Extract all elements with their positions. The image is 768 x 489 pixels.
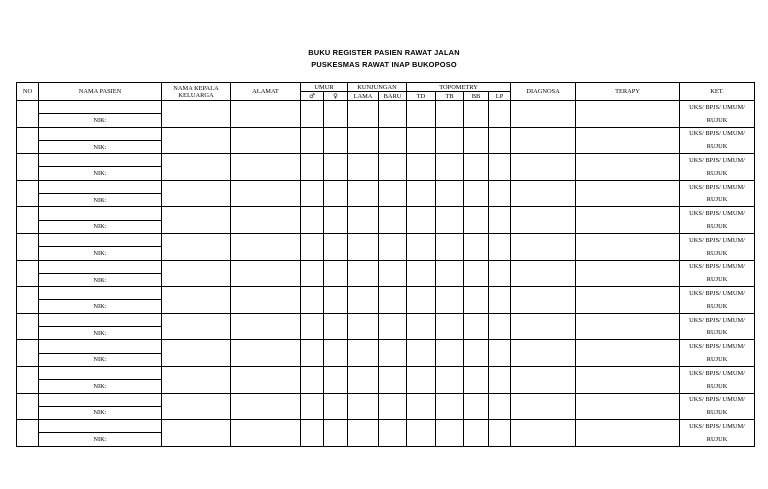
cell-umur-male[interactable] [301, 420, 324, 447]
table-row [17, 313, 755, 326]
cell-baru[interactable] [379, 154, 407, 181]
nik-label[interactable]: NIK: [39, 273, 162, 286]
header-ket: KET. [680, 83, 755, 101]
cell-lama[interactable] [348, 366, 379, 393]
cell-no[interactable] [17, 180, 39, 207]
cell-td[interactable] [407, 101, 436, 128]
cell-tb[interactable] [436, 180, 464, 207]
cell-nama-kepala-keluarga[interactable] [162, 233, 231, 260]
header-no: NO [17, 83, 39, 101]
cell-nama-kepala-keluarga[interactable] [162, 260, 231, 287]
cell-td[interactable] [407, 127, 436, 154]
cell-lp[interactable] [489, 420, 511, 447]
cell-tb[interactable] [436, 393, 464, 420]
cell-no[interactable] [17, 154, 39, 181]
ket-option-rujuk[interactable]: RUJUK [680, 140, 755, 153]
cell-umur-male[interactable] [301, 340, 324, 367]
cell-td[interactable] [407, 340, 436, 367]
cell-tb[interactable] [436, 340, 464, 367]
cell-nama-pasien[interactable] [39, 366, 162, 379]
cell-diagnosa[interactable] [511, 340, 576, 367]
cell-nama-kepala-keluarga[interactable] [162, 101, 231, 128]
cell-alamat[interactable] [231, 101, 301, 128]
cell-no[interactable] [17, 393, 39, 420]
cell-nama-pasien[interactable] [39, 340, 162, 353]
cell-baru[interactable] [379, 260, 407, 287]
cell-diagnosa[interactable] [511, 313, 576, 340]
nik-label[interactable]: NIK: [39, 327, 162, 340]
ket-option-rujuk[interactable]: RUJUK [680, 300, 755, 313]
nik-label[interactable]: NIK: [39, 220, 162, 233]
cell-baru[interactable] [379, 233, 407, 260]
table-row [17, 260, 755, 273]
cell-tb[interactable] [436, 233, 464, 260]
nik-label[interactable]: NIK: [39, 380, 162, 393]
cell-diagnosa[interactable] [511, 420, 576, 447]
ket-option-rujuk[interactable]: RUJUK [680, 220, 755, 233]
cell-lama[interactable] [348, 233, 379, 260]
nik-label[interactable]: NIK: [39, 406, 162, 419]
register-title: BUKU REGISTER PASIEN RAWAT JALAN [308, 48, 460, 57]
header-topometry: TOPOMETRY [407, 83, 511, 92]
cell-no[interactable] [17, 127, 39, 154]
cell-terapy[interactable] [576, 101, 680, 128]
cell-baru[interactable] [379, 287, 407, 314]
ket-option-rujuk[interactable]: RUJUK [680, 353, 755, 366]
cell-umur-female[interactable] [324, 233, 348, 260]
header-baru: BARU [379, 92, 407, 101]
cell-td[interactable] [407, 180, 436, 207]
nik-label[interactable]: NIK: [39, 167, 162, 180]
cell-tb[interactable] [436, 101, 464, 128]
cell-bb[interactable] [464, 233, 489, 260]
cell-baru[interactable] [379, 127, 407, 154]
cell-tb[interactable] [436, 260, 464, 287]
register-body [17, 101, 755, 447]
cell-lama[interactable] [348, 101, 379, 128]
cell-bb[interactable] [464, 207, 489, 234]
cell-umur-male[interactable] [301, 207, 324, 234]
ket-options[interactable]: UKS/ BPJS/ UMUM/ [680, 313, 755, 326]
cell-umur-female[interactable] [324, 260, 348, 287]
cell-nama-pasien[interactable] [39, 233, 162, 246]
cell-bb[interactable] [464, 420, 489, 447]
cell-alamat[interactable] [231, 180, 301, 207]
table-row [17, 154, 755, 167]
header-bb: BB [464, 92, 489, 101]
cell-no[interactable] [17, 313, 39, 340]
cell-umur-male[interactable] [301, 101, 324, 128]
cell-lp[interactable] [489, 340, 511, 367]
cell-lama[interactable] [348, 340, 379, 367]
header-nama-kepala-line2: KELUARGA [178, 91, 214, 99]
cell-diagnosa[interactable] [511, 366, 576, 393]
cell-tb[interactable] [436, 287, 464, 314]
ket-option-rujuk[interactable]: RUJUK [680, 406, 755, 419]
header-terapy: TERAPY [576, 83, 680, 101]
header-td: TD [407, 92, 436, 101]
cell-umur-female[interactable] [324, 313, 348, 340]
cell-diagnosa[interactable] [511, 101, 576, 128]
cell-lama[interactable] [348, 287, 379, 314]
header-nama-kepala-line1: NAMA KEPALA [173, 84, 219, 92]
ket-option-rujuk[interactable]: RUJUK [680, 380, 755, 393]
ket-options[interactable]: UKS/ BPJS/ UMUM/ [680, 127, 755, 140]
header-alamat: ALAMAT [231, 83, 301, 101]
cell-td[interactable] [407, 233, 436, 260]
nik-label[interactable]: NIK: [39, 247, 162, 260]
ket-options[interactable]: UKS/ BPJS/ UMUM/ [680, 207, 755, 220]
cell-terapy[interactable] [576, 207, 680, 234]
cell-no[interactable] [17, 260, 39, 287]
cell-td[interactable] [407, 287, 436, 314]
ket-option-rujuk[interactable]: RUJUK [680, 167, 755, 180]
cell-nama-kepala-keluarga[interactable] [162, 420, 231, 447]
cell-umur-male[interactable] [301, 287, 324, 314]
cell-alamat[interactable] [231, 287, 301, 314]
cell-terapy[interactable] [576, 127, 680, 154]
nik-label[interactable]: NIK: [39, 140, 162, 153]
cell-bb[interactable] [464, 393, 489, 420]
cell-lama[interactable] [348, 420, 379, 447]
cell-alamat[interactable] [231, 420, 301, 447]
cell-lp[interactable] [489, 154, 511, 181]
cell-umur-female[interactable] [324, 101, 348, 128]
cell-nama-pasien[interactable] [39, 101, 162, 114]
header-nama-kepala-keluarga [162, 83, 231, 101]
cell-umur-female[interactable] [324, 207, 348, 234]
cell-nama-pasien[interactable] [39, 260, 162, 273]
ket-options[interactable]: UKS/ BPJS/ UMUM/ [680, 420, 755, 433]
cell-terapy[interactable] [576, 366, 680, 393]
cell-lp[interactable] [489, 260, 511, 287]
header-kunjungan: KUNJUNGAN [348, 83, 407, 92]
cell-diagnosa[interactable] [511, 233, 576, 260]
header-lp: LP [489, 92, 511, 101]
cell-lp[interactable] [489, 313, 511, 340]
cell-no[interactable] [17, 287, 39, 314]
cell-lp[interactable] [489, 180, 511, 207]
cell-no[interactable] [17, 366, 39, 393]
cell-tb[interactable] [436, 154, 464, 181]
cell-alamat[interactable] [231, 260, 301, 287]
register-subtitle: PUSKESMAS RAWAT INAP BUKOPOSO [311, 60, 457, 69]
cell-terapy[interactable] [576, 420, 680, 447]
cell-nama-pasien[interactable] [39, 313, 162, 326]
cell-baru[interactable] [379, 420, 407, 447]
cell-lama[interactable] [348, 207, 379, 234]
cell-umur-male[interactable] [301, 260, 324, 287]
cell-baru[interactable] [379, 207, 407, 234]
cell-terapy[interactable] [576, 260, 680, 287]
cell-alamat[interactable] [231, 313, 301, 340]
cell-lp[interactable] [489, 366, 511, 393]
cell-nama-kepala-keluarga[interactable] [162, 340, 231, 367]
cell-terapy[interactable] [576, 287, 680, 314]
cell-no[interactable] [17, 340, 39, 367]
cell-nama-kepala-keluarga[interactable] [162, 180, 231, 207]
table-row [17, 420, 755, 433]
cell-lp[interactable] [489, 287, 511, 314]
cell-no[interactable] [17, 420, 39, 447]
cell-td[interactable] [407, 260, 436, 287]
cell-umur-female[interactable] [324, 127, 348, 154]
cell-terapy[interactable] [576, 154, 680, 181]
cell-umur-male[interactable] [301, 233, 324, 260]
cell-td[interactable] [407, 207, 436, 234]
ket-options[interactable]: UKS/ BPJS/ UMUM/ [680, 260, 755, 273]
cell-umur-female[interactable] [324, 420, 348, 447]
cell-nama-kepala-keluarga[interactable] [162, 127, 231, 154]
cell-lp[interactable] [489, 101, 511, 128]
female-symbol-icon: ♀ [324, 92, 348, 101]
table-row [17, 207, 755, 220]
ket-option-rujuk[interactable]: RUJUK [680, 327, 755, 340]
header-tb: TB [436, 92, 464, 101]
cell-baru[interactable] [379, 393, 407, 420]
cell-umur-female[interactable] [324, 287, 348, 314]
cell-nama-pasien[interactable] [39, 393, 162, 406]
cell-alamat[interactable] [231, 127, 301, 154]
cell-baru[interactable] [379, 180, 407, 207]
table-row [17, 340, 755, 353]
cell-diagnosa[interactable] [511, 260, 576, 287]
ket-option-rujuk[interactable]: RUJUK [680, 247, 755, 260]
cell-alamat[interactable] [231, 393, 301, 420]
cell-terapy[interactable] [576, 340, 680, 367]
cell-tb[interactable] [436, 127, 464, 154]
male-symbol-icon: ♂ [301, 92, 324, 101]
cell-lama[interactable] [348, 154, 379, 181]
cell-umur-female[interactable] [324, 366, 348, 393]
cell-nama-pasien[interactable] [39, 207, 162, 220]
cell-umur-male[interactable] [301, 393, 324, 420]
cell-nama-kepala-keluarga[interactable] [162, 154, 231, 181]
cell-baru[interactable] [379, 313, 407, 340]
cell-umur-male[interactable] [301, 154, 324, 181]
patient-register-table [16, 82, 755, 447]
cell-alamat[interactable] [231, 340, 301, 367]
ket-option-rujuk[interactable]: RUJUK [680, 114, 755, 127]
cell-bb[interactable] [464, 260, 489, 287]
cell-nama-kepala-keluarga[interactable] [162, 313, 231, 340]
cell-bb[interactable] [464, 154, 489, 181]
cell-lama[interactable] [348, 180, 379, 207]
cell-tb[interactable] [436, 366, 464, 393]
cell-nama-kepala-keluarga[interactable] [162, 366, 231, 393]
header-nama-pasien: NAMA PASIEN [39, 83, 162, 101]
cell-tb[interactable] [436, 420, 464, 447]
cell-umur-female[interactable] [324, 180, 348, 207]
cell-tb[interactable] [436, 207, 464, 234]
table-row [17, 233, 755, 246]
cell-diagnosa[interactable] [511, 180, 576, 207]
cell-nama-kepala-keluarga[interactable] [162, 287, 231, 314]
nik-label[interactable]: NIK: [39, 194, 162, 207]
cell-baru[interactable] [379, 101, 407, 128]
cell-nama-kepala-keluarga[interactable] [162, 393, 231, 420]
cell-bb[interactable] [464, 313, 489, 340]
cell-umur-female[interactable] [324, 154, 348, 181]
cell-alamat[interactable] [231, 207, 301, 234]
cell-umur-male[interactable] [301, 127, 324, 154]
ket-options[interactable]: UKS/ BPJS/ UMUM/ [680, 287, 755, 300]
cell-bb[interactable] [464, 366, 489, 393]
cell-td[interactable] [407, 366, 436, 393]
cell-nama-pasien[interactable] [39, 127, 162, 140]
cell-diagnosa[interactable] [511, 393, 576, 420]
cell-no[interactable] [17, 101, 39, 128]
cell-td[interactable] [407, 393, 436, 420]
cell-diagnosa[interactable] [511, 287, 576, 314]
cell-td[interactable] [407, 154, 436, 181]
header-diagnosa: DIAGNOSA [511, 83, 576, 101]
cell-td[interactable] [407, 313, 436, 340]
cell-nama-pasien[interactable] [39, 287, 162, 300]
cell-no[interactable] [17, 207, 39, 234]
cell-tb[interactable] [436, 313, 464, 340]
cell-diagnosa[interactable] [511, 154, 576, 181]
nik-label[interactable]: NIK: [39, 114, 162, 127]
header-lama: LAMA [348, 92, 379, 101]
cell-lama[interactable] [348, 127, 379, 154]
ket-option-rujuk[interactable]: RUJUK [680, 273, 755, 286]
cell-bb[interactable] [464, 180, 489, 207]
cell-baru[interactable] [379, 366, 407, 393]
cell-bb[interactable] [464, 340, 489, 367]
cell-umur-male[interactable] [301, 180, 324, 207]
cell-nama-kepala-keluarga[interactable] [162, 207, 231, 234]
cell-umur-female[interactable] [324, 340, 348, 367]
cell-nama-pasien[interactable] [39, 180, 162, 193]
table-row [17, 101, 755, 114]
ket-option-rujuk[interactable]: RUJUK [680, 433, 755, 446]
nik-label[interactable]: NIK: [39, 433, 162, 446]
ket-options[interactable]: UKS/ BPJS/ UMUM/ [680, 101, 755, 114]
cell-nama-pasien[interactable] [39, 420, 162, 433]
cell-terapy[interactable] [576, 180, 680, 207]
cell-diagnosa[interactable] [511, 207, 576, 234]
cell-bb[interactable] [464, 127, 489, 154]
table-row [17, 127, 755, 140]
ket-options[interactable]: UKS/ BPJS/ UMUM/ [680, 340, 755, 353]
cell-terapy[interactable] [576, 233, 680, 260]
ket-options[interactable]: UKS/ BPJS/ UMUM/ [680, 233, 755, 246]
cell-alamat[interactable] [231, 366, 301, 393]
cell-lp[interactable] [489, 233, 511, 260]
cell-td[interactable] [407, 420, 436, 447]
ket-options[interactable]: UKS/ BPJS/ UMUM/ [680, 180, 755, 193]
cell-lama[interactable] [348, 393, 379, 420]
cell-lp[interactable] [489, 127, 511, 154]
cell-alamat[interactable] [231, 233, 301, 260]
table-row [17, 287, 755, 300]
nik-label[interactable]: NIK: [39, 353, 162, 366]
cell-lama[interactable] [348, 313, 379, 340]
cell-lp[interactable] [489, 393, 511, 420]
cell-umur-female[interactable] [324, 393, 348, 420]
header-umur: UMUR [301, 83, 348, 92]
ket-options[interactable]: UKS/ BPJS/ UMUM/ [680, 393, 755, 406]
cell-no[interactable] [17, 233, 39, 260]
cell-bb[interactable] [464, 287, 489, 314]
cell-umur-male[interactable] [301, 313, 324, 340]
cell-bb[interactable] [464, 101, 489, 128]
ket-option-rujuk[interactable]: RUJUK [680, 194, 755, 207]
cell-nama-pasien[interactable] [39, 154, 162, 167]
nik-label[interactable]: NIK: [39, 300, 162, 313]
cell-umur-male[interactable] [301, 366, 324, 393]
cell-lama[interactable] [348, 260, 379, 287]
ket-options[interactable]: UKS/ BPJS/ UMUM/ [680, 366, 755, 379]
cell-terapy[interactable] [576, 313, 680, 340]
cell-baru[interactable] [379, 340, 407, 367]
table-row [17, 393, 755, 406]
cell-alamat[interactable] [231, 154, 301, 181]
ket-options[interactable]: UKS/ BPJS/ UMUM/ [680, 154, 755, 167]
cell-lp[interactable] [489, 207, 511, 234]
cell-terapy[interactable] [576, 393, 680, 420]
cell-diagnosa[interactable] [511, 127, 576, 154]
table-row [17, 180, 755, 193]
table-row [17, 366, 755, 379]
